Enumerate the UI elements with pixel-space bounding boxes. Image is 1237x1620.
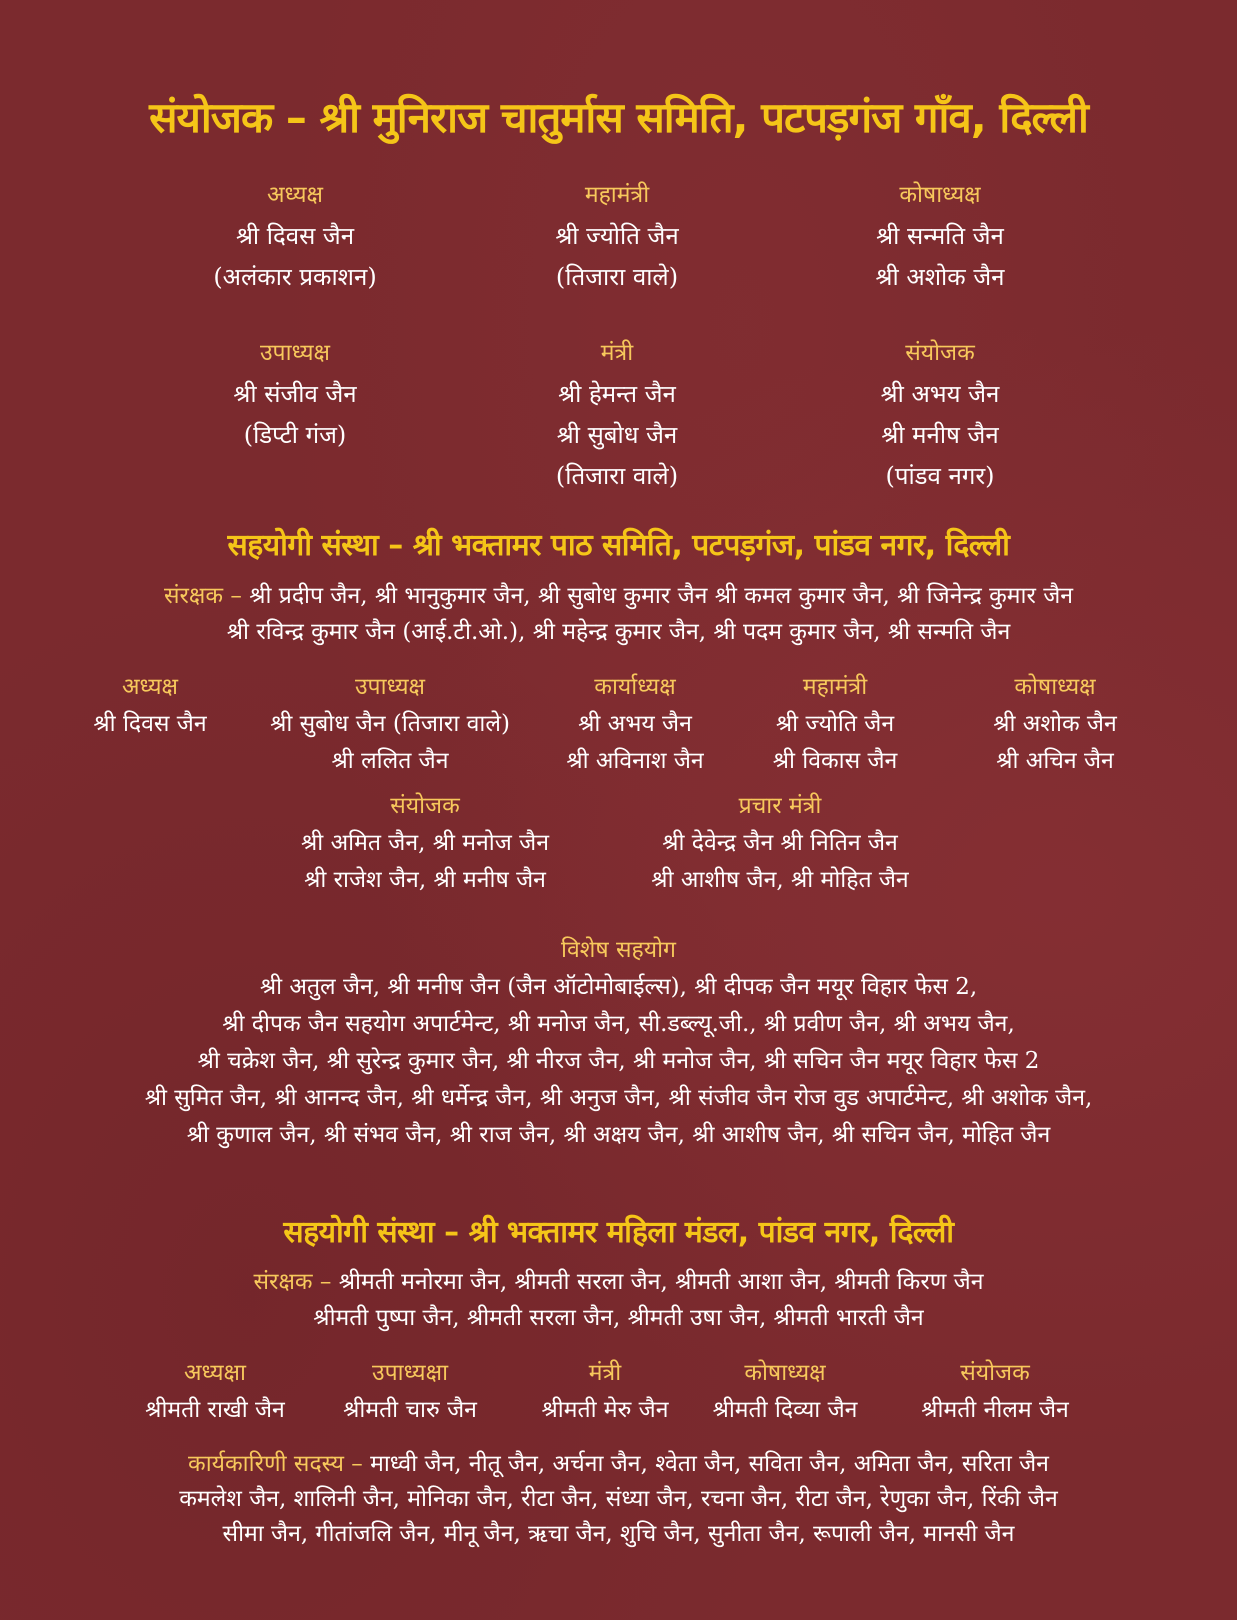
office-bearer-treasurer xyxy=(690,1355,880,1429)
member-name: श्री अमित जैन, श्री मनोज जैन xyxy=(301,830,549,856)
patron-names: श्रीमती मनोरमा जैन, श्रीमती सरला जैन, श्रीमती आशा जैन, श्रीमती किरण जैन xyxy=(338,1269,984,1295)
role-label: मंत्री xyxy=(600,340,634,366)
member-name: श्री हेमन्त जैन xyxy=(558,380,676,408)
office-bearer-general-secretary xyxy=(462,175,772,298)
member-name: श्री दिवस जैन xyxy=(235,222,355,250)
member-name: श्री विकास जैन xyxy=(772,748,898,774)
member-note: (तिजारा वाले) xyxy=(555,462,679,490)
role-label: कोषाध्यक्ष xyxy=(899,182,981,208)
special-contribution xyxy=(0,932,1237,1154)
patron-line xyxy=(0,578,1237,610)
member-name: श्री मनीष जैन xyxy=(881,421,999,449)
member-name: श्रीमती चारु जैन xyxy=(343,1397,477,1423)
role-label: महामंत्री xyxy=(584,182,650,208)
executive-members-names: माध्वी जैन, नीतू जैन, अर्चना जैन, श्वेता जैन, सविता जैन, अमिता जैन, सरिता जैन xyxy=(370,1451,1049,1477)
role-label: संयोजक xyxy=(905,340,975,366)
member-name: श्री अचिन जैन xyxy=(996,748,1114,774)
role-label: कोषाध्यक्ष xyxy=(1014,674,1096,700)
member-name: श्रीमती मेरु जैन xyxy=(541,1397,669,1423)
role-label: संयोजक xyxy=(390,793,460,819)
patron-label: संरक्षक – xyxy=(163,583,242,609)
executive-members-line xyxy=(0,1446,1237,1478)
office-bearer-vice-president xyxy=(140,333,450,456)
patron-line xyxy=(0,1264,1237,1296)
special-contribution-title: विशेष सहयोग xyxy=(561,937,676,963)
office-bearer-secretary xyxy=(510,1355,700,1429)
executive-members-names-line2: कमलेश जैन, शालिनी जैन, मोनिका जैन, रीटा जैन, संध्या जैन, रचना जैन, रीटा जैन, रेणुका जैन, रिंकी जैन xyxy=(179,1486,1058,1512)
office-bearer-secretary xyxy=(462,333,772,497)
office-bearer-president xyxy=(140,175,450,298)
special-contribution-line: श्री चक्रेश जैन, श्री सुरेन्द्र कुमार जैन, श्री नीरज जैन, श्री मनोज जैन, श्री सचिन जैन मयूर विहार फेस 2 xyxy=(197,1048,1040,1074)
member-name: श्रीमती दिव्या जैन xyxy=(712,1397,858,1423)
role-label: अध्यक्षा xyxy=(183,1360,246,1386)
office-bearer-convener xyxy=(785,333,1095,497)
member-name: श्री अभय जैन xyxy=(880,380,1000,408)
member-note: (डिप्टी गंज) xyxy=(243,421,347,449)
member-name: श्री ललित जैन xyxy=(331,748,449,774)
member-name: श्रीमती राखी जैन xyxy=(145,1397,285,1423)
member-note: (अलंकार प्रकाशन) xyxy=(213,263,377,291)
patron-label: संरक्षक – xyxy=(253,1269,332,1295)
main-heading: संयोजक – श्री मुनिराज चातुर्मास समिति, पटपड़गंज गाँव, दिल्ली xyxy=(149,93,1088,142)
role-label: अध्यक्ष xyxy=(266,182,324,208)
office-bearer-vice-president xyxy=(315,1355,505,1429)
executive-members-label: कार्यकारिणी सदस्य – xyxy=(188,1451,363,1477)
office-bearer-general-secretary xyxy=(745,669,925,780)
office-bearer-convener xyxy=(265,788,585,899)
member-name: श्री देवेन्द्र जैन श्री नितिन जैन xyxy=(662,830,898,856)
patron-names: श्री प्रदीप जैन, श्री भानुकुमार जैन, श्री सुबोध कुमार जैन श्री कमल कुमार जैन, श्री जिनेन्द्र कुमार जैन xyxy=(249,583,1074,609)
office-bearer-convener xyxy=(895,1355,1095,1429)
member-name: श्री सुबोध जैन xyxy=(556,421,678,449)
member-name: श्री दिवस जैन xyxy=(93,711,207,737)
member-name: श्री ज्योति जैन xyxy=(555,222,679,250)
office-bearer-vice-president xyxy=(235,669,545,780)
section-heading-mahila-mandal: सहयोगी संस्था – श्री भक्तामर महिला मंडल, पांडव नगर, दिल्ली xyxy=(283,1215,954,1250)
role-label: उपाध्यक्ष xyxy=(354,674,426,700)
member-name: श्री राजेश जैन, श्री मनीष जैन xyxy=(304,867,546,893)
office-bearer-working-president xyxy=(545,669,725,780)
member-name: श्रीमती नीलम जैन xyxy=(921,1397,1069,1423)
office-bearer-president xyxy=(70,669,230,743)
member-note: (पांडव नगर) xyxy=(885,462,995,490)
role-label: कोषाध्यक्ष xyxy=(744,1360,826,1386)
office-bearer-treasurer xyxy=(965,669,1145,780)
member-name: श्री अविनाश जैन xyxy=(566,748,704,774)
member-name: श्री सुबोध जैन (तिजारा वाले) xyxy=(270,711,510,737)
role-label: उपाध्यक्ष xyxy=(259,340,331,366)
role-label: मंत्री xyxy=(588,1360,622,1386)
section-heading-pathsamiti: सहयोगी संस्था – श्री भक्तामर पाठ समिति, पटपड़गंज, पांडव नगर, दिल्ली xyxy=(227,528,1010,563)
special-contribution-line: श्री सुमित जैन, श्री आनन्द जैन, श्री धर्मेन्द्र जैन, श्री अनुज जैन, श्री संजीव जैन रोज वुड अपार्टमेन्ट, श्री अशोक जैन, xyxy=(144,1085,1093,1111)
office-bearer-treasurer xyxy=(785,175,1095,298)
member-name: श्री अशोक जैन xyxy=(993,711,1117,737)
patron-names-line2: श्री रविन्द्र कुमार जैन (आई.टी.ओ.), श्री महेन्द्र कुमार जैन, श्री पदम कुमार जैन, श्री सन्मति जैन xyxy=(226,619,1011,645)
role-label: उपाध्यक्षा xyxy=(371,1360,449,1386)
role-label: कार्याध्यक्ष xyxy=(594,674,676,700)
member-name: श्री आशीष जैन, श्री मोहित जैन xyxy=(651,867,909,893)
role-label: प्रचार मंत्री xyxy=(738,793,822,819)
role-label: महामंत्री xyxy=(802,674,868,700)
patron-names-line2: श्रीमती पुष्पा जैन, श्रीमती सरला जैन, श्रीमती उषा जैन, श्रीमती भारती जैन xyxy=(313,1305,924,1331)
role-label: संयोजक xyxy=(960,1360,1030,1386)
member-name: श्री संजीव जैन xyxy=(233,380,357,408)
special-contribution-line: श्री दीपक जैन सहयोग अपार्टमेन्ट, श्री मनोज जैन, सी.डब्ल्यू.जी., श्री प्रवीण जैन, श्री अभय जैन, xyxy=(222,1011,1015,1037)
role-label: अध्यक्ष xyxy=(121,674,179,700)
executive-members-names-line3: सीमा जैन, गीतांजलि जैन, मीनू जैन, ऋचा जैन, शुचि जैन, सुनीता जैन, रूपाली जैन, मानसी जैन xyxy=(222,1521,1015,1547)
member-name: श्री अशोक जैन xyxy=(875,263,1005,291)
special-contribution-line: श्री कुणाल जैन, श्री संभव जैन, श्री राज जैन, श्री अक्षय जैन, श्री आशीष जैन, श्री सचिन जैन, मोहित जैन xyxy=(186,1122,1051,1148)
member-name: श्री ज्योति जैन xyxy=(775,711,895,737)
member-name: श्री अभय जैन xyxy=(578,711,692,737)
member-note: (तिजारा वाले) xyxy=(555,263,679,291)
member-name: श्री सन्मति जैन xyxy=(876,222,1004,250)
office-bearer-publicity-secretary xyxy=(610,788,950,899)
special-contribution-line: श्री अतुल जैन, श्री मनीष जैन (जैन ऑटोमोबाईल्स), श्री दीपक जैन मयूर विहार फेस 2, xyxy=(259,974,978,1000)
office-bearer-president xyxy=(120,1355,310,1429)
